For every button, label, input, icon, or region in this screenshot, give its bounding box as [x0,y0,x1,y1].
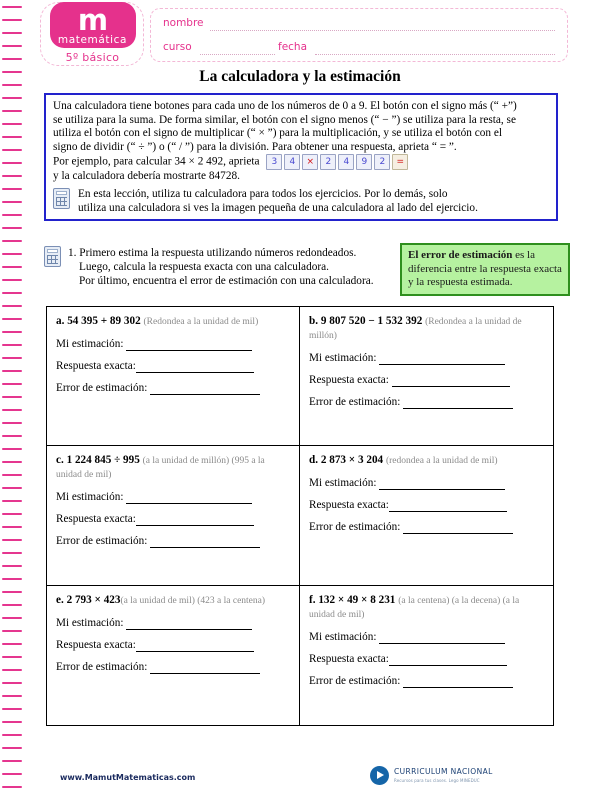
task-1-line-1: 1. Primero estima la respuesta utilizando números redondeados. [68,247,357,259]
spiral-ring [2,357,22,359]
spiral-ring [2,32,22,34]
exercise-prompt [309,454,544,468]
spiral-ring [2,539,22,541]
calc-key-0[interactable]: 3 [266,154,282,170]
exercise-letter: e. [56,593,64,606]
exercise-hint: (a la unidad de mil) (423 a la centena) [120,595,266,606]
error-row [309,675,544,688]
error-label: Error de estimación: [56,535,148,548]
spiral-ring [2,760,22,762]
calc-key-3[interactable]: 2 [320,154,336,170]
intro-line-3: utiliza el botón con el signo de multiplicar (“ × ”) para la multiplicación, y se utiliza el botón con el [53,127,503,140]
spiral-ring [2,682,22,684]
spiral-ring [2,747,22,749]
spiral-ring [2,786,22,788]
spiral-ring [2,253,22,255]
exact-label: Respuesta exacta: [309,652,389,665]
spiral-ring [2,435,22,437]
intro-box [44,93,558,221]
exercise-grid [46,306,554,726]
exact-label: Respuesta exacta: [56,513,136,526]
page-title: La calculadora y la estimación [199,68,401,85]
definition-term: El error de estimación [408,249,513,261]
calculator-keypad [56,197,67,206]
exact-answer-blank[interactable] [136,362,254,373]
exercise-prompt [56,315,290,329]
spiral-ring [2,344,22,346]
footer-brand-sub: Recursos para tus clases. Lego MINEDUC [394,777,480,783]
spiral-ring [2,630,22,632]
exercise-hint: (redondea a la unidad de mil) [385,456,498,467]
exercise-hint: (a la unidad de millón) (995 a la unidad de mil) [56,456,265,481]
exercise-expression: 54 395 + 89 302 [67,315,141,327]
date-label: fecha [278,41,308,53]
spiral-ring [2,409,22,411]
spiral-ring [2,383,22,385]
spiral-ring [2,474,22,476]
exact-row [56,639,290,652]
estimation-label: Mi estimación: [56,338,124,350]
student-info-block [150,8,570,64]
spiral-ring [2,734,22,736]
spiral-ring [2,188,22,190]
exercise-cell-c [47,446,300,585]
intro-line-2: se utiliza para la suma. De forma similar, el botón con el signo menos (“ − ”) se utiliza para la resta, se [53,113,516,126]
lesson-note-line-2: utiliza una calculadora si ves la imagen pequeña de una calculadora al lado del ejercicio. [78,201,478,214]
intro-example-text: Por ejemplo, para calcular 34 × 2 492, aprieta [53,155,260,168]
error-row [56,661,290,674]
exact-answer-blank[interactable] [392,376,510,387]
error-label: Error de estimación: [309,521,401,534]
spiral-ring [2,448,22,450]
logo-letter: m [77,3,108,37]
spiral-ring [2,370,22,372]
error-row [309,396,544,409]
error-row [309,521,544,534]
exercise-expression: 132 × 49 × 8 231 [318,593,396,606]
estimation-row [309,352,544,365]
spiral-ring [2,45,22,47]
exact-row [309,374,544,387]
exact-label: Respuesta exacta: [309,374,389,386]
exact-row [309,499,544,512]
calc-key-6[interactable]: 2 [374,154,390,170]
estimation-answer-blank[interactable] [126,493,252,504]
footer-brand-name: CURRICULUM NACIONAL [394,766,493,776]
estimation-answer-blank[interactable] [126,619,252,630]
exact-answer-blank[interactable] [136,515,254,526]
spiral-ring [2,461,22,463]
calculator-icon [53,188,70,209]
intro-example [53,154,549,170]
exercise-prompt [309,594,544,622]
spiral-ring [2,6,22,8]
exercise-cell-e [47,586,300,725]
name-input[interactable] [210,30,555,31]
logo-word: matemática [57,34,128,46]
spiral-ring [2,422,22,424]
spiral-ring [2,19,22,21]
spiral-ring [2,526,22,528]
lesson-note-line-1: En esta lección, utiliza tu calculadora para todos los ejercicios. Por lo demás, solo [78,187,448,200]
calc-key-2[interactable]: × [302,154,318,170]
spiral-ring [2,149,22,151]
calculator-screen [47,249,58,253]
play-circle-icon [370,766,389,785]
exercise-expression: 2 793 × 423 [66,593,121,606]
spiral-ring [2,136,22,138]
spiral-ring [2,292,22,294]
calculator-keypad [47,255,58,264]
estimation-label: Mi estimación: [56,616,124,629]
exact-label: Respuesta exacta: [56,360,136,372]
date-input[interactable] [315,54,555,55]
task-1 [44,246,404,288]
estimation-row [309,477,544,490]
calc-key-7[interactable]: = [392,154,408,170]
estimation-answer-blank[interactable] [379,354,505,365]
intro-line-4: signo de dividir (“ ÷ ”) o (“ / ”) para la división. Para obtener una respuesta, aprieta “ = ”. [53,140,457,153]
estimation-row [56,338,290,351]
calc-key-1[interactable]: 4 [284,154,300,170]
calculator-icon [44,246,61,267]
spiral-ring [2,773,22,775]
estimation-label: Mi estimación: [309,352,377,364]
spiral-ring [2,617,22,619]
spiral-ring [2,708,22,710]
name-label: nombre [163,17,204,29]
estimation-row [56,491,290,504]
course-input[interactable] [200,54,275,55]
exercise-expression: 9 807 520 − 1 532 392 [320,315,423,327]
error-row [56,382,290,395]
exact-label: Respuesta exacta: [309,499,389,512]
spiral-ring [2,123,22,125]
exact-answer-blank[interactable] [389,655,507,666]
spiral-ring [2,266,22,268]
estimation-answer-blank[interactable] [379,479,505,490]
lesson-note-text [78,188,478,215]
error-label: Error de estimación: [56,660,148,673]
spiral-ring [2,500,22,502]
estimation-label: Mi estimación: [56,491,124,504]
estimation-label: Mi estimación: [309,477,377,490]
spiral-ring [2,175,22,177]
spiral-ring [2,214,22,216]
exercise-letter: c. [56,454,64,467]
exercise-hint: (Redondea a la unidad de millón) [309,317,522,341]
spiral-ring [2,396,22,398]
spiral-ring [2,591,22,593]
exercise-letter: b. [309,315,319,327]
exact-row [56,513,290,526]
spiral-ring [2,240,22,242]
exercise-cell-b [300,307,553,446]
error-label: Error de estimación: [309,396,401,408]
error-answer-blank[interactable] [403,523,513,534]
estimation-row [56,617,290,630]
error-row [56,535,290,548]
task-1-line-2: Luego, calcula la respuesta exacta con una calculadora. [79,261,329,273]
estimation-answer-blank[interactable] [126,340,252,351]
exercise-prompt [309,315,544,343]
spiral-ring [2,331,22,333]
estimation-row [309,631,544,644]
intro-line-1: Una calculadora tiene botones para cada uno de los números de 0 a 9. El botón con el signo más (“ +”) [53,100,517,112]
exercise-prompt [56,594,290,608]
error-answer-blank[interactable] [403,677,513,688]
spiral-ring [2,604,22,606]
exercise-cell-d [300,446,553,585]
calc-key-4[interactable]: 4 [338,154,354,170]
footer-url[interactable]: www.MamutMatematicas.com [60,773,196,782]
task-1-line-3: Por último, encuentra el error de estimación con una calculadora. [79,275,374,287]
logo-grade: 5º básico [65,51,120,64]
spiral-ring [2,318,22,320]
logo [40,2,145,68]
exercise-cell-a [47,307,300,446]
spiral-ring [2,110,22,112]
spiral-ring [2,487,22,489]
error-answer-blank[interactable] [403,398,513,409]
spiral-ring [2,578,22,580]
task-1-text [68,246,374,288]
exact-row [56,360,290,373]
spiral-ring [2,669,22,671]
spiral-binding [0,0,26,800]
exercise-letter: a. [56,315,65,327]
error-label: Error de estimación: [309,674,401,687]
calculator-keys [266,154,410,170]
estimation-label: Mi estimación: [309,630,377,643]
exercise-expression: 1 224 845 ÷ 995 [66,454,140,467]
exercise-hint: (Redondea a la unidad de mil) [143,317,259,327]
logo-badge [50,2,136,48]
lesson-note [53,188,549,215]
exact-row [309,653,544,666]
spiral-ring [2,305,22,307]
spiral-ring [2,721,22,723]
spiral-ring [2,643,22,645]
definition-box [400,243,570,296]
spiral-ring [2,227,22,229]
definition-text: es la diferencia entre la respuesta exacta y la respuesta estimada. [408,249,562,288]
exercise-cell-f [300,586,553,725]
footer-brand [370,766,493,785]
spiral-ring [2,58,22,60]
spiral-ring [2,513,22,515]
exercise-hint: (a la centena) (a la decena) (a la unidad de mil) [309,595,520,620]
spiral-ring [2,565,22,567]
exercise-expression: 2 873 × 3 204 [320,454,384,467]
exercise-letter: d. [309,454,319,467]
footer-brand-text [394,767,493,785]
spiral-ring [2,201,22,203]
error-answer-blank[interactable] [150,663,260,674]
error-answer-blank[interactable] [150,384,260,395]
estimation-answer-blank[interactable] [379,633,505,644]
exercise-prompt [56,454,290,482]
spiral-ring [2,552,22,554]
spiral-ring [2,695,22,697]
spiral-ring [2,162,22,164]
calc-key-5[interactable]: 9 [356,154,372,170]
intro-result: y la calculadora debería mostrarte 84728. [53,170,240,183]
spiral-ring [2,97,22,99]
exact-answer-blank[interactable] [136,641,254,652]
calculator-screen [56,191,67,195]
spiral-ring [2,279,22,281]
spiral-ring [2,656,22,658]
error-answer-blank[interactable] [150,537,260,548]
exercise-letter: f. [309,593,316,606]
course-label: curso [163,41,192,53]
exact-label: Respuesta exacta: [56,638,136,651]
error-label: Error de estimación: [56,382,148,394]
exact-answer-blank[interactable] [389,501,507,512]
